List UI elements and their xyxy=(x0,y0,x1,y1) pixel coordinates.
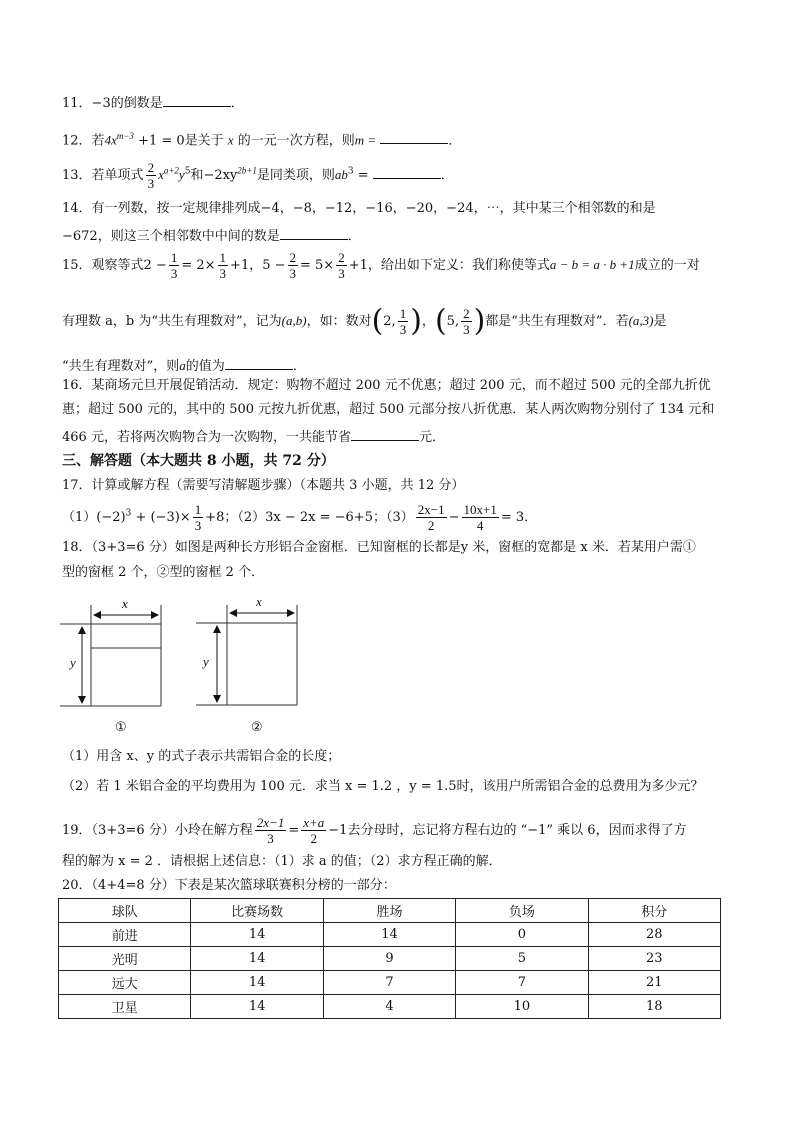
denominator: 3 xyxy=(194,518,202,533)
q-text: 20．（4+4=8 分）下表是某次篮球联赛积分榜的一部分： xyxy=(62,878,396,893)
math: 2, xyxy=(383,314,396,329)
question-17 xyxy=(62,477,464,495)
cell: 4 xyxy=(323,995,455,1019)
cell: 14 xyxy=(191,995,323,1019)
question-12 xyxy=(62,127,461,150)
q-text: 若单项式 xyxy=(91,168,144,183)
table-row xyxy=(59,995,721,1019)
figure-label-1: ① xyxy=(115,720,127,735)
numerator: 2x−1 xyxy=(417,502,445,517)
fraction xyxy=(169,250,180,281)
denominator: 3 xyxy=(170,266,178,281)
cell: 0 xyxy=(456,923,588,947)
cell: 前进 xyxy=(59,923,191,947)
math-exponent: 3 xyxy=(125,508,132,519)
q-text: −3的倒数是 xyxy=(91,96,163,111)
math-exponent: a+2 xyxy=(163,165,179,176)
window-frame-figure xyxy=(60,595,320,740)
question-13 xyxy=(62,160,454,191)
denominator: 3 xyxy=(289,266,297,281)
paren: ( xyxy=(371,303,384,339)
cell: 7 xyxy=(456,971,588,995)
cell: 21 xyxy=(588,971,720,995)
math-exponent: m−3 xyxy=(116,131,134,141)
answer-blank[interactable] xyxy=(280,225,348,240)
question-15-line3 xyxy=(62,355,306,376)
label-x: x xyxy=(122,596,128,611)
numerator: 10x+1 xyxy=(463,502,497,517)
fraction xyxy=(193,502,204,533)
q-text: +1，5 − xyxy=(230,258,286,273)
header-cell: 负场 xyxy=(456,899,588,923)
math: a − b = a · b +1 xyxy=(549,257,635,272)
q-text: 程的解为 x = 2 ．请根据上述信息：（1）求 a 的值；（2）求方程正确的解． xyxy=(62,854,502,869)
q-text: = 5× xyxy=(300,258,335,273)
cell: 10 xyxy=(456,995,588,1019)
question-16-line3 xyxy=(62,426,445,447)
question-11 xyxy=(62,92,244,113)
answer-blank[interactable] xyxy=(163,92,231,107)
cell: 14 xyxy=(191,947,323,971)
q-text: 型的窗框 2 个，②型的窗框 2 个． xyxy=(62,565,265,580)
section-heading: 三、解答题（本大题共 8 小题，共 72 分） xyxy=(62,453,335,469)
fraction xyxy=(462,502,499,533)
table-header xyxy=(59,899,721,923)
cell: 14 xyxy=(191,971,323,995)
cell: 卫星 xyxy=(59,995,191,1019)
question-14 xyxy=(62,200,656,218)
math-exponent: 5 xyxy=(184,166,191,177)
math: (a,3) xyxy=(628,313,654,328)
denominator: 3 xyxy=(267,831,274,846)
cell: 9 xyxy=(323,947,455,971)
label-y: y xyxy=(203,654,209,669)
question-16-line2 xyxy=(62,401,714,419)
period: ． xyxy=(347,229,361,244)
q-text: −1去分母时，忘记将方程右边的 “−1” 乘以 6，因而求得了方 xyxy=(328,823,687,838)
period: ． xyxy=(292,359,306,374)
answer-blank[interactable] xyxy=(225,355,293,370)
answer-blank[interactable] xyxy=(373,164,441,179)
numerator: 2x−1 xyxy=(256,815,285,830)
question-18-sub2 xyxy=(62,778,704,796)
question-16 xyxy=(62,377,711,395)
q-text: 和−2xy xyxy=(190,168,238,183)
header-cell: 比赛场数 xyxy=(191,899,323,923)
q-text: 17．计算或解方程（需要写清解题步骤）（本题共 3 小题，共 12 分） xyxy=(62,478,465,493)
cell: 14 xyxy=(191,923,323,947)
math: 5, xyxy=(446,314,460,329)
denominator: 3 xyxy=(399,322,407,337)
period: ． xyxy=(230,96,244,111)
math-exponent: 3 xyxy=(347,166,354,177)
question-15-line2: 有理数 a，b 为“共生有理数对”，记为(a,b)，如：数对(2, $\frac{1}{3}$ )，(5, $\frac{2}{3}$ )都是“共生有理数对”．若(a,3)是 xyxy=(62,303,667,339)
math: − xyxy=(448,510,460,525)
q-text: 都是“共生有理数对”．若 xyxy=(485,314,629,329)
fraction xyxy=(398,306,409,337)
numerator: 1 xyxy=(219,250,227,265)
cell: 23 xyxy=(588,947,720,971)
math: (a,b) xyxy=(281,313,307,328)
cell: 远大 xyxy=(59,971,191,995)
q-number: 13． xyxy=(62,168,92,183)
question-20 xyxy=(62,877,396,895)
period: ． xyxy=(440,168,454,183)
math: m = xyxy=(354,132,377,148)
question-15 xyxy=(62,250,700,281)
cell: 14 xyxy=(323,923,455,947)
cell: 28 xyxy=(588,923,720,947)
denominator: 2 xyxy=(310,831,317,846)
q-text: 是同类项，则 xyxy=(256,168,335,183)
q-number: 11． xyxy=(62,96,92,111)
q-text: +1 = 0是关于 xyxy=(133,133,224,149)
frame-type-2 xyxy=(196,605,297,705)
paren: ) xyxy=(410,303,422,339)
q-text: +1，给出如下定义：我们称使等式 xyxy=(348,258,550,273)
cell: 5 xyxy=(456,947,588,971)
numerator: x+a xyxy=(303,815,325,830)
header-cell: 积分 xyxy=(588,899,720,923)
q-text: 18．（3+3=6 分）如图是两种长方形铝合金窗框．已知窗框的长都是y 米，窗框的宽都是 x 米．若某用户需① xyxy=(62,540,696,555)
math: +8；（2）3x − 2x = −6+5；（3） xyxy=(205,510,414,525)
fraction xyxy=(288,250,299,281)
table-row xyxy=(59,971,721,995)
fraction xyxy=(416,502,447,533)
question-18-sub1 xyxy=(62,748,340,766)
q-text: −672，则这三个相邻数中中间的数是 xyxy=(62,229,280,244)
math-exponent: 2b+1 xyxy=(237,165,257,176)
q-text: 466 元，若将两次购物合为一次购物，一共能节省 xyxy=(62,430,351,445)
q-text: 元． xyxy=(418,430,445,445)
denominator: 4 xyxy=(476,518,484,533)
paren: ) xyxy=(473,303,486,339)
fraction xyxy=(336,250,347,281)
q-text: 是 xyxy=(653,314,667,329)
paren: ( xyxy=(434,303,447,339)
denominator: 3 xyxy=(338,266,345,281)
math: a xyxy=(179,358,186,373)
fraction xyxy=(255,815,287,846)
fraction xyxy=(146,160,157,191)
denominator: 3 xyxy=(463,322,470,337)
denominator: 3 xyxy=(147,176,155,191)
standings-table xyxy=(58,898,721,1019)
answer-blank[interactable] xyxy=(351,426,419,441)
numerator: 2 xyxy=(338,250,345,265)
question-18-line2 xyxy=(62,564,264,582)
label-y: y xyxy=(70,655,76,670)
label-x: x xyxy=(256,594,262,609)
math: = xyxy=(353,168,369,183)
q-text: 16．某商场元旦开展促销活动．规定：购物不超过 200 元不优惠；超过 200 元，而不超过 500 元的全部九折优 xyxy=(62,378,711,393)
q-text: 19．（3+3=6 分）小玲在解方程 xyxy=(62,823,253,838)
q-text: 的一元一次方程，则 xyxy=(237,133,355,149)
question-19 xyxy=(62,815,687,846)
answer-blank[interactable] xyxy=(380,129,448,144)
math: x xyxy=(227,132,234,148)
numerator: 2 xyxy=(147,160,155,175)
math: = xyxy=(288,823,300,838)
math: （1）(−2) xyxy=(62,510,126,525)
q-number: 12． xyxy=(62,133,92,149)
question-18 xyxy=(62,539,696,557)
q-text: （2）若 1 米铝合金的平均费用为 100 元．求当 x = 1.2 ，y = 1.5时，该用户所需铝合金的总费用为多少元？ xyxy=(62,779,704,794)
period: ． xyxy=(448,133,462,149)
question-17-parts xyxy=(62,502,537,533)
q-text: 14．有一列数，按一定规律排列成−4，−8，−12，−16，−20，−24，⋯，其中某三个相邻数的和是 xyxy=(62,201,656,216)
denominator: 2 xyxy=(427,518,435,533)
numerator: 2 xyxy=(289,250,297,265)
q-text: “共生有理数对”，则 xyxy=(62,359,180,374)
cell: 18 xyxy=(588,995,720,1019)
fraction xyxy=(301,815,326,846)
numerator: 1 xyxy=(170,250,178,265)
math: 4x xyxy=(104,132,117,148)
q-text: = 2× xyxy=(181,258,216,273)
q-text: 成立的一对 xyxy=(634,258,700,273)
figure-label-2: ② xyxy=(251,720,263,735)
numerator: 1 xyxy=(194,502,202,517)
q-text: 惠；超过 500 元的，其中的 500 元按九折优惠，超过 500 元部分按八折优惠．某人两次购物分别付了 134 元和 xyxy=(62,402,715,417)
fraction xyxy=(218,250,229,281)
q-text: ，如：数对 xyxy=(306,314,372,329)
math: x xyxy=(158,167,164,182)
header-cell: 球队 xyxy=(59,899,191,923)
numerator: 1 xyxy=(399,306,407,321)
denominator: 3 xyxy=(219,266,227,281)
q-text: （1）用含 x、y 的式子表示共需铝合金的长度； xyxy=(62,749,341,764)
math: + (−3)× xyxy=(131,510,191,525)
fraction xyxy=(461,306,472,337)
math: ab xyxy=(334,167,348,182)
table-row xyxy=(59,923,721,947)
q-text: 的值为 xyxy=(185,359,225,374)
numerator: 2 xyxy=(463,306,470,321)
question-19-line2 xyxy=(62,853,502,871)
header-cell: 胜场 xyxy=(323,899,455,923)
math: y xyxy=(178,167,185,182)
question-14-cont xyxy=(62,225,361,246)
math: = 3． xyxy=(500,510,538,525)
q-text: 有理数 a，b 为“共生有理数对”，记为 xyxy=(62,314,282,329)
cell: 7 xyxy=(323,971,455,995)
cell: 光明 xyxy=(59,947,191,971)
table-row xyxy=(59,947,721,971)
q-text: 若 xyxy=(91,133,105,149)
q-text: 15．观察等式2 − xyxy=(62,258,167,273)
